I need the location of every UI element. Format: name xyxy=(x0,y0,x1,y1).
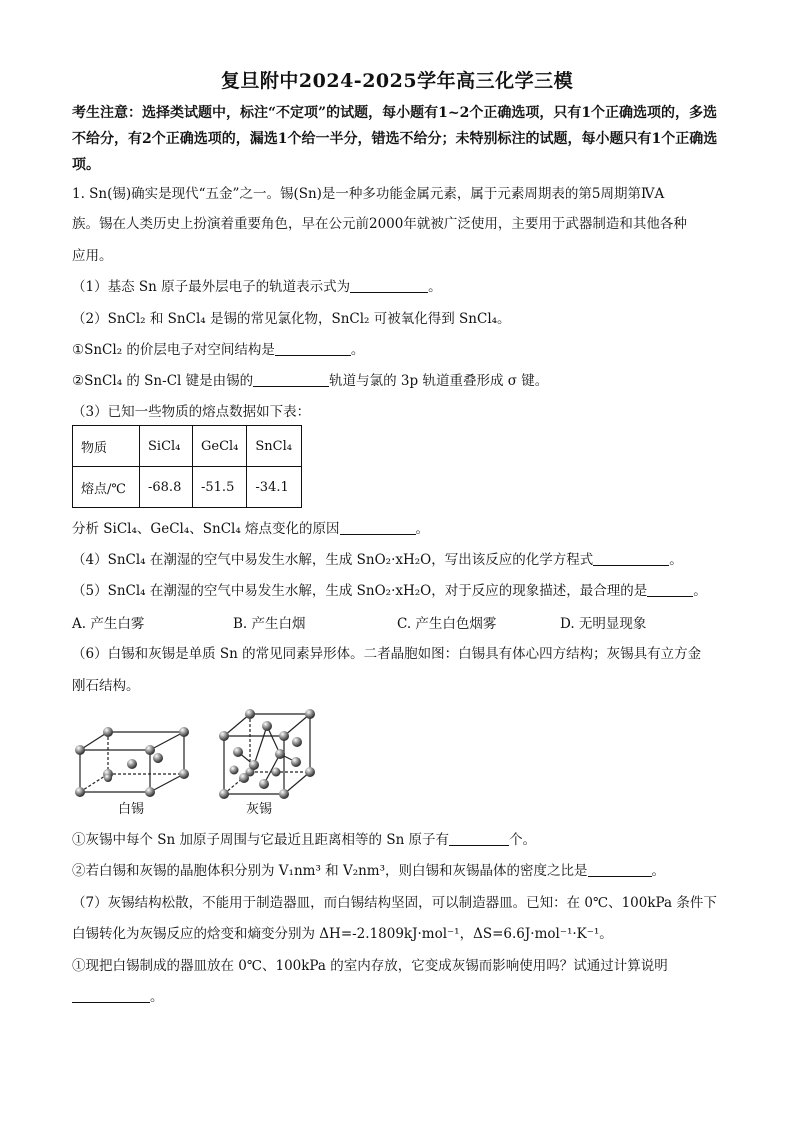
question-4 xyxy=(72,550,683,570)
period: 。 xyxy=(350,342,365,358)
period: 。 xyxy=(651,863,666,879)
table-cell: SiCl₄ xyxy=(140,426,193,467)
option-c[interactable]: C. 产生白色烟雾 xyxy=(397,616,497,632)
answer-blank[interactable] xyxy=(340,520,416,535)
answer-blank[interactable] xyxy=(588,862,652,877)
question-3-analysis xyxy=(72,519,429,539)
question-2-2-text-a: ②SnCl₄ 的 Sn-Cl 键是由锡的 xyxy=(72,373,254,389)
question-6-2 xyxy=(72,861,665,881)
table-cell: GeCl₄ xyxy=(193,426,247,467)
melting-point-table xyxy=(72,425,302,508)
grey-tin-label: 灰锡 xyxy=(246,802,273,817)
white-tin-label: 白锡 xyxy=(118,802,145,817)
question-2-2 xyxy=(72,371,548,391)
question-5-text: （5）SnCl₄ 在潮湿的空气中易发生水解，生成 SnO₂·xH₂O，对于反应的现象描述，最合理的是 xyxy=(72,583,648,599)
question-4-text: （4）SnCl₄ 在潮湿的空气中易发生水解，生成 SnO₂·xH₂O，写出该反应的化学方程式 xyxy=(72,552,594,568)
question-7-1: ①现把白锡制成的器皿放在 0℃、100kPa 的室内存放，它变成灰锡而影响使用吗？试通过计算说明 xyxy=(72,958,668,974)
crystal-figure xyxy=(68,702,338,818)
option-b[interactable]: B. 产生白烟 xyxy=(233,616,306,632)
period: 。 xyxy=(415,521,430,537)
intro-line-3: 应用。 xyxy=(72,248,113,264)
question-7-line-1: （7）灰锡结构松散，不能用于制造器皿，而白锡结构坚固，可以制造器皿。已知：在 0℃、100kPa 条件下 xyxy=(72,895,717,911)
question-6-1-text-a: ①灰锡中每个 Sn 加原子周围与它最近且距离相等的 Sn 原子有 xyxy=(72,832,450,848)
answer-blank[interactable] xyxy=(593,551,669,566)
question-1 xyxy=(72,277,442,297)
question-2: （2）SnCl₂ 和 SnCl₄ 是锡的常见氯化物，SnCl₂ 可被氧化得到 SnCl₄。 xyxy=(72,311,511,327)
table-cell: -68.8 xyxy=(140,467,193,508)
table-row xyxy=(73,426,302,467)
intro-line-2: 族。锡在人类历史上扮演着重要角色，早在公元前2000年就被广泛使用，主要用于武器制造和其他各种 xyxy=(72,216,687,232)
table-cell: -34.1 xyxy=(247,467,302,508)
answer-blank[interactable] xyxy=(275,341,351,356)
question-7-1-answer xyxy=(72,987,164,1007)
page-title: 复旦附中2024-2025学年高三化学三模 xyxy=(220,70,574,92)
unit-cell-diagram xyxy=(68,702,338,814)
question-6-2-text: ②若白锡和灰锡的晶胞体积分别为 V₁nm³ 和 V₂nm³，则白锡和灰锡晶体的密度之比是 xyxy=(72,863,588,879)
period: 。 xyxy=(669,552,683,568)
table-row xyxy=(73,467,302,508)
question-3: （3）已知一些物质的熔点数据如下表： xyxy=(72,404,311,420)
option-d[interactable]: D. 无明显现象 xyxy=(560,616,647,632)
period: 。 xyxy=(693,583,707,599)
question-6-1-text-b: 个。 xyxy=(509,832,537,848)
question-5 xyxy=(72,581,707,601)
table-cell: -51.5 xyxy=(193,467,247,508)
answer-blank[interactable] xyxy=(72,988,150,1003)
question-6-1 xyxy=(72,830,536,850)
answer-blank[interactable] xyxy=(253,372,329,387)
question-2-1 xyxy=(72,340,364,360)
table-cell: 物质 xyxy=(73,426,140,467)
option-a[interactable]: A. 产生白雾 xyxy=(72,616,145,632)
white-tin-atoms xyxy=(75,727,189,797)
question-3-analysis-text: 分析 SiCl₄、GeCl₄、SnCl₄ 熔点变化的原因 xyxy=(72,521,340,537)
question-6-line-1: （6）白锡和灰锡是单质 Sn 的常见同素异形体。二者晶胞如图：白锡具有体心四方结构；灰锡具有立方金 xyxy=(72,646,702,662)
period: 。 xyxy=(428,279,442,295)
question-2-2-text-b: 轨道与氯的 3p 轨道重叠形成 σ 键。 xyxy=(329,373,549,389)
question-1-text: （1）基态 Sn 原子最外层电子的轨道表示式为 xyxy=(72,279,351,295)
exam-notice: 考生注意：选择类试题中，标注“不定项”的试题，每小题有1~2个正确选项，只有1个正确选项的，多选不给分，有2个正确选项的，漏选1个给一半分，错选不给分；未特别标注的试题，每小题只有1个正确选项。 xyxy=(72,105,718,173)
question-2-1-text: ①SnCl₂ 的价层电子对空间结构是 xyxy=(72,342,275,358)
answer-blank[interactable] xyxy=(350,278,428,293)
table-cell: SnCl₄ xyxy=(247,426,302,467)
answer-blank[interactable] xyxy=(647,582,693,597)
question-6-line-2: 刚石结构。 xyxy=(72,678,140,694)
table-cell: 熔点/℃ xyxy=(73,467,140,508)
question-7-line-2: 白锡转化为灰锡反应的焓变和熵变分别为 ΔH=-2.1809kJ·mol⁻¹，ΔS=6.6J·mol⁻¹·K⁻¹。 xyxy=(72,926,613,942)
period: 。 xyxy=(150,989,164,1005)
intro-line-1: 1. Sn(锡)确实是现代“五金”之一。锡(Sn)是一种多功能金属元素，属于元素周期表的第5周期第ⅣA xyxy=(72,186,665,202)
answer-blank[interactable] xyxy=(449,831,509,846)
